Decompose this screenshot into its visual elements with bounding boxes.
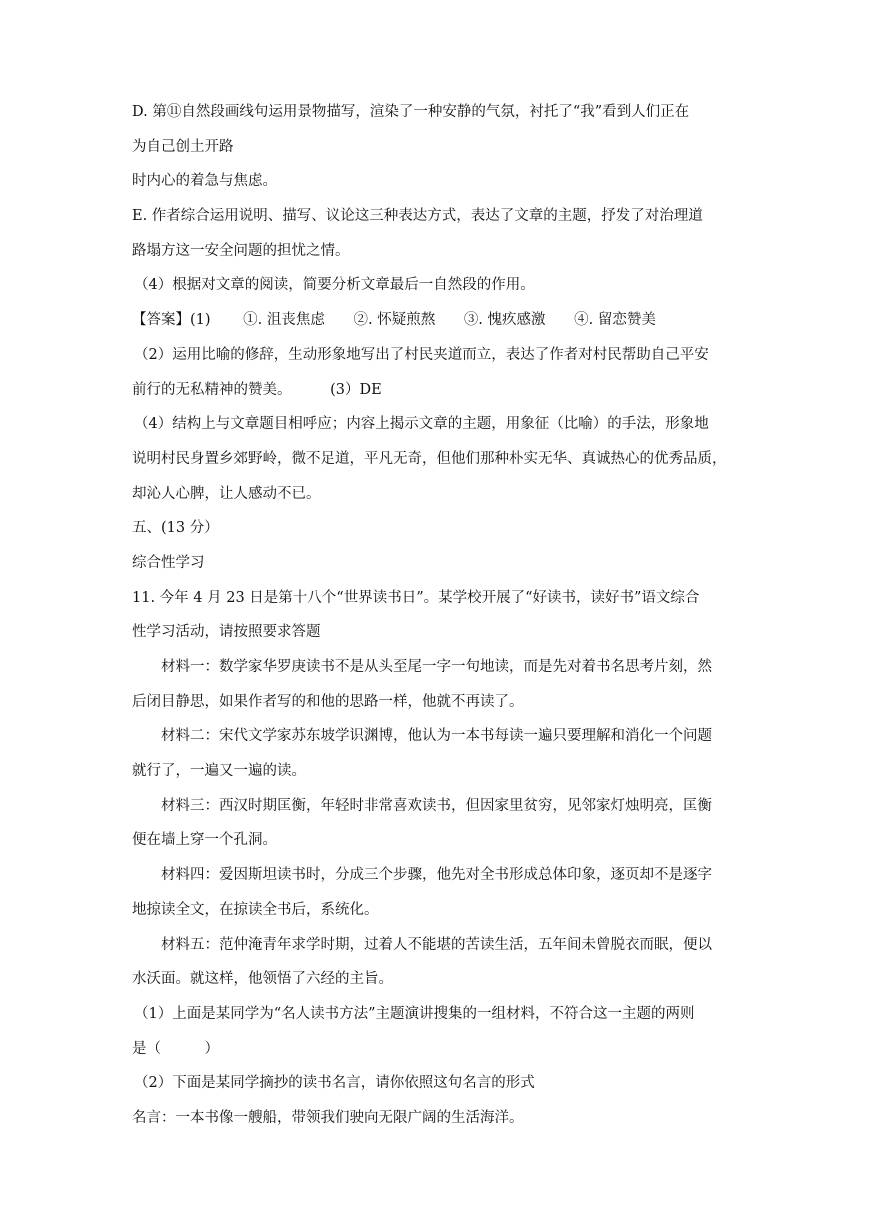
material-4-line-1: 材料四：爱因斯坦读书时，分成三个步骤，他先对全书形成总体印象，逐页却不是逐字 (161, 867, 712, 884)
section-5-heading: 五、(13 分） (132, 520, 219, 537)
material-1-line-2: 后闭目静思，如果作者写的和他的思路一样，他就不再读了。 (132, 693, 524, 710)
answer-2-line-1: （2）运用比喻的修辞，生动形象地写出了村民夹道而立，表达了作者对村民帮助自己平安 (134, 346, 709, 363)
answer-4-line-3: 却沁人心脾，让人感动不已。 (132, 485, 321, 502)
answer-4-line-2: 说明村民身置乡郊野岭，微不足道，平凡无奇，但他们那种朴实无华、真诚热心的优秀品质， (132, 450, 727, 467)
material-2-line-2: 就行了，一遍又一遍的读。 (132, 763, 306, 780)
question-4: （4）根据对文章的阅读，简要分析文章最后一自然段的作用。 (134, 277, 535, 294)
material-3-line-2: 便在墙上穿一个孔洞。 (132, 832, 277, 849)
material-1-line-1: 材料一：数学家华罗庚读书不是从头至尾一字一句地读，而是先对着书名思考片刻，然 (161, 659, 712, 675)
answer-line-1 (132, 310, 742, 330)
answer-option-3: ③. 愧疚感激 (463, 312, 546, 329)
material-2-line-1: 材料二：宋代文学家苏东坡学识渊博，他认为一本书每读一遍只要理解和消化一个问题 (161, 728, 712, 745)
option-d-line-2: 为自己创土开路 (132, 138, 234, 155)
answer-label: 【答案】(1) (132, 312, 211, 329)
section-5-title: 综合性学习 (132, 554, 205, 571)
answer-2-line-2 (132, 380, 742, 400)
material-4-line-2: 地掠读全文，在掠读全书后，系统化。 (132, 901, 379, 918)
question-11-line-2: 性学习活动，请按照要求答题 (132, 624, 321, 641)
quote-line: 名言：一本书像一艘船，带领我们驶向无限广阔的生活海洋。 (132, 1109, 524, 1126)
answer-4-line-1: （4）结构上与文章题目相呼应；内容上揭示文章的主题，用象征（比喻）的手法，形象地 (134, 416, 709, 433)
option-e-line-2: 路塌方这一安全问题的担忧之情。 (132, 242, 350, 259)
material-3-line-1: 材料三：西汉时期匡衡，年轻时非常喜欢读书，但因家里贫穷，见邻家灯烛明亮，匡衡 (161, 797, 712, 814)
question-11-line-1: 11. 今年 4 月 23 日是第十八个“世界读书日”。某学校开展了“好读书，读好书”语文综合 (132, 589, 700, 606)
question-11-sub-1-line-2: 是（ ） (132, 1040, 219, 1057)
question-11-sub-1-line-1: （1）上面是某同学为“名人读书方法”主题演讲搜集的一组材料，不符合这一主题的两则 (134, 1005, 695, 1022)
document-page (132, 102, 742, 1128)
option-e-line-1: E. 作者综合运用说明、描写、议论这三种表达方式，表达了文章的主题，抒发了对治理道 (132, 208, 703, 225)
answer-2-line-2-text: 前行的无私精神的赞美。 (132, 381, 292, 398)
answer-option-2: ②. 怀疑煎熬 (353, 312, 436, 329)
material-5-line-1: 材料五：范仲淹青年求学时期，过着人不能堪的苦读生活，五年间未曾脱衣而眠，便以 (161, 936, 712, 953)
option-d-line-1: D. 第⑪自然段画线句运用景物描写，渲染了一种安静的气氛，衬托了“我”看到人们正在 (132, 104, 690, 120)
material-5-line-2: 水沃面。就这样，他领悟了六经的主旨。 (132, 971, 393, 988)
question-11-sub-2: （2）下面是某同学摘抄的读书名言，请你依照这句名言的形式 (134, 1075, 535, 1092)
answer-option-1: ①. 沮丧焦虑 (243, 312, 325, 329)
answer-3: (3）DE (330, 381, 382, 398)
answer-option-4: ④. 留恋赞美 (574, 312, 656, 329)
option-d-line-3: 时内心的着急与焦虑。 (132, 173, 277, 190)
